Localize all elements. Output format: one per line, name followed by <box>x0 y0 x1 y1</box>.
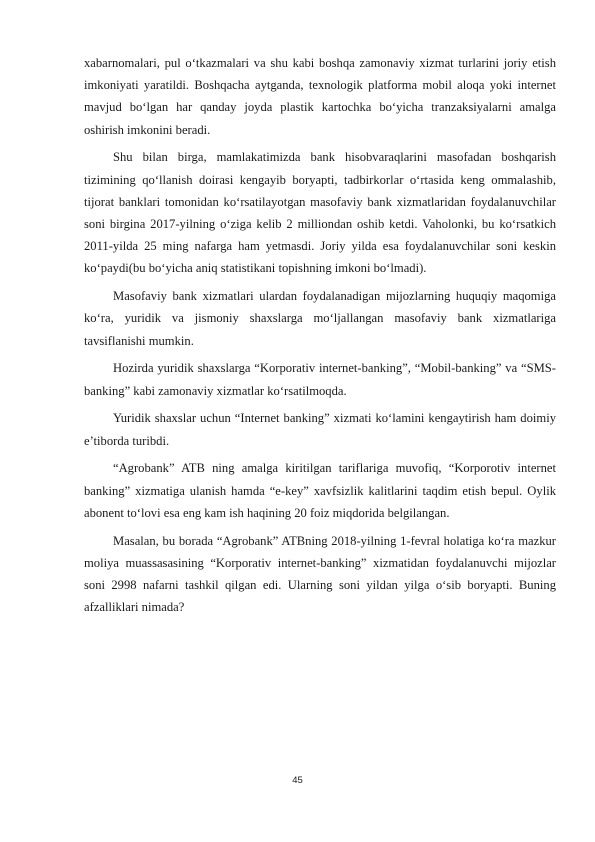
paragraph-internet-banking-expansion: Yuridik shaxslar uchun “Internet banking” xizmati ko‘lamini kengaytirish ham doimiy e’tiborda turibdi. <box>84 411 556 448</box>
paragraph-remote-banking-growth: Shu bilan birga, mamlakatimizda bank hisobvaraqlarini masofadan boshqarish tizimining qo‘llanish doirasi kengayib boryapti, tadbirkorlar o‘rtasida keng ommalashib, tijorat banklari tomonidan ko‘rsatilayotgan masofaviy bank xizmatlaridan foydalanuvchilar soni birgina 2017-yilning o‘ziga kelib 2 milliondan oshib ketdi. Vaholonki, bu ko‘rsatkich 2011-yilda 25 ming nafarga ham yetmasdi. Joriy yilda esa foydalanuvchilar soni keskin ko‘paydi(bu bo‘yicha aniq statistikani topishning imkoni bo‘lmadi). <box>84 150 556 276</box>
paragraph-agrobank-tariffs: “Agrobank” ATB ning amalga kiritilgan tariflariga muvofiq, “Korporotiv internet banking” xizmatiga ulanish hamda “e-key” xavfsizlik kalitlarini taqdim etish bepul. Oylik abonent to‘lovi esa eng kam ish haqining 20 foiz miqdorida belgilangan. <box>84 461 556 520</box>
document-body <box>84 52 556 624</box>
paragraph-service-classification: Masofaviy bank xizmatlari ulardan foydalanadigan mijozlarning huquqiy maqomiga ko‘ra, yuridik va jismoniy shaxslarga mo‘ljallangan masofaviy bank xizmatlariga tavsiflanishi mumkin. <box>84 289 556 348</box>
paragraph-legal-entity-services: Hozirda yuridik shaxslarga “Korporativ internet-banking”, “Mobil-banking” va “SMS-banking” kabi zamonaviy xizmatlar ko‘rsatilmoqda. <box>84 361 556 398</box>
page-number: 45 <box>292 775 303 786</box>
paragraph-continuation: xabarnomalari, pul o‘tkazmalari va shu kabi boshqa zamonaviy xizmat turlarini joriy etish imkoniyati yaratildi. Boshqacha aytganda, texnologik platforma mobil aloqa yoki internet mavjud bo‘lgan har qanday joyda plastik kartochka bo‘yicha tranzaksiyalarni amalga oshirish imkonini beradi. <box>84 56 556 137</box>
paragraph-agrobank-clients: Masalan, bu borada “Agrobank” ATBning 2018-yilning 1-fevral holatiga ko‘ra mazkur moliya muassasasining “Korporativ internet-banking” xizmatidan foydalanuvchi mijozlar soni 2998 nafarni tashkil qilgan edi. Ularning soni yildan yilga o‘sib boryapti. Buning afzalliklari nimada? <box>84 533 556 615</box>
